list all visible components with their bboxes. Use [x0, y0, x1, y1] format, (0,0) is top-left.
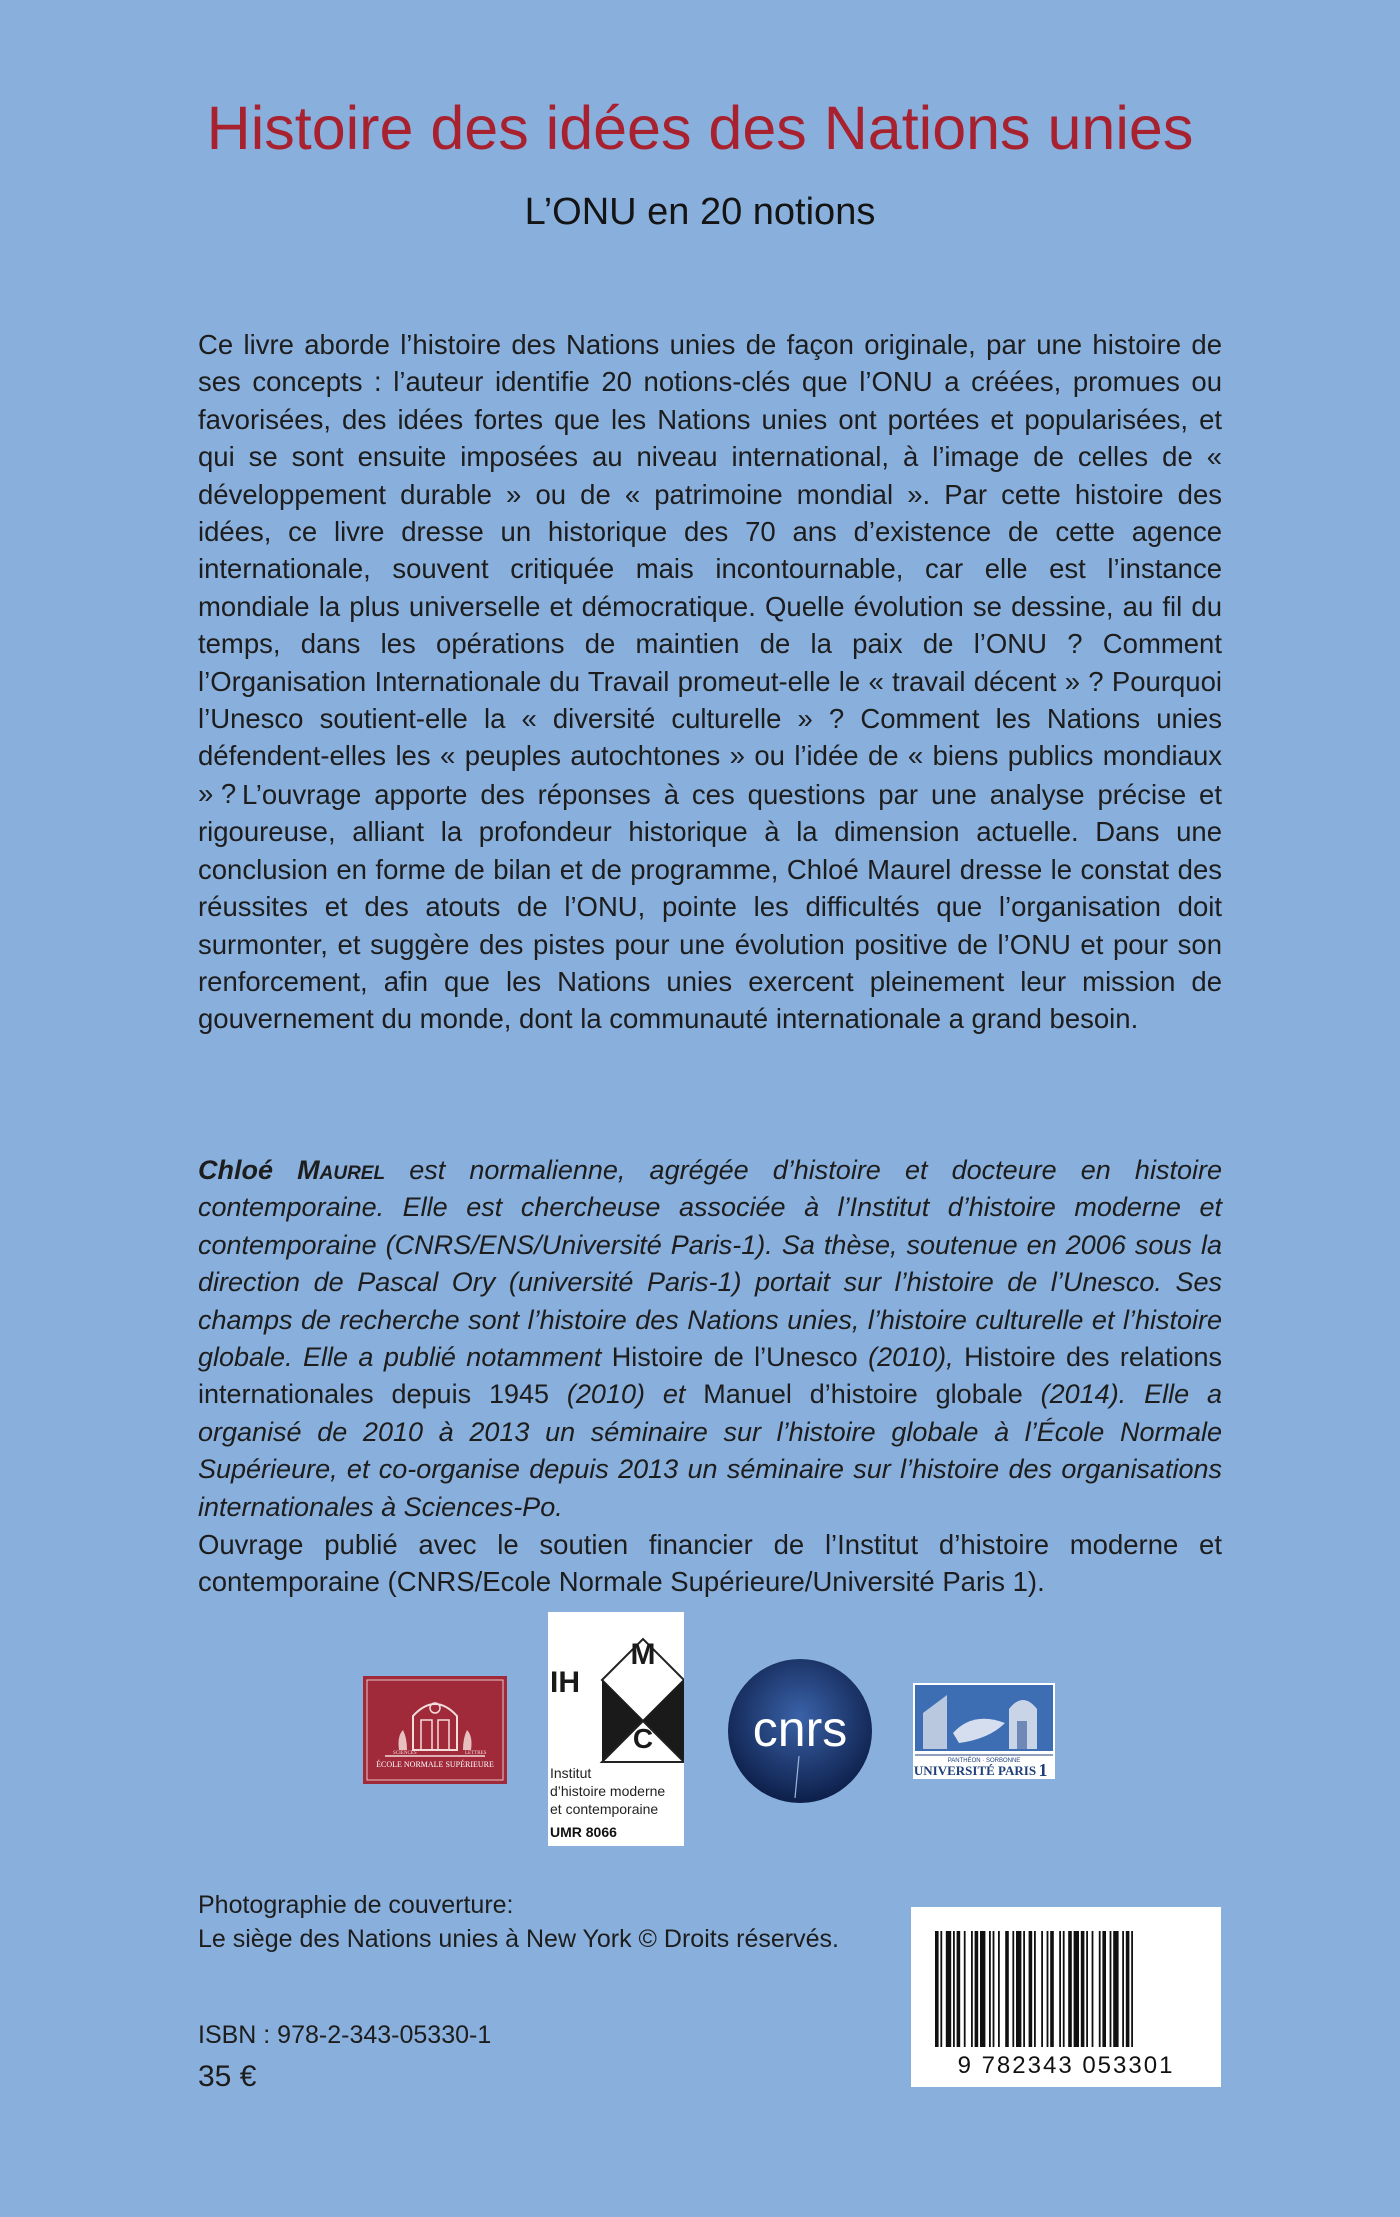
author-first-name: Chloé	[198, 1155, 274, 1185]
bio-book-3: Manuel d’histoire globale	[703, 1379, 1023, 1410]
barcode-bar	[998, 1931, 1000, 2047]
barcode-bar	[1016, 1931, 1021, 2047]
barcode-bar	[1074, 1931, 1079, 2047]
barcode-bar	[946, 1931, 951, 2047]
barcode-bar	[1102, 1931, 1106, 2047]
author-bio	[198, 1152, 1222, 1526]
barcode-bar	[980, 1931, 985, 2047]
bio-text-1: est normalienne, agrégée d’histoire et docteure en histoire contemporaine. Elle est chercheuse associée à l’Institut d’histoire moderne et contemporaine (CNRS/ENS/Université Paris-1). Sa thèse, soutenue en 2006 sous la direction de Pascal Ory (université Paris-1) portait sur l’histoire de l’Unesco. Ses champs de recherche sont l’histoire des Nations unies, l’histoire culturelle et l’histoire globale. Elle a publié notamment	[198, 1155, 1222, 1373]
barcode-bar	[1029, 1931, 1033, 2047]
barcode-bar	[993, 1931, 995, 2047]
ihmc-line-2: d’histoire moderne	[550, 1783, 666, 1799]
barcode-bar	[1126, 1931, 1130, 2047]
paris1-number: 1	[1038, 1760, 1048, 1779]
paris1-name: UNIVERSITÉ PARIS	[913, 1763, 1037, 1778]
barcode-bar	[1041, 1931, 1043, 2047]
ihmc-letters-ih: IH	[550, 1666, 580, 1699]
cnrs-logo	[727, 1658, 873, 1804]
book-title: Histoire des idées des Nations unies	[206, 94, 1194, 162]
barcode-bar	[953, 1931, 955, 2047]
ens-emblem	[363, 1676, 507, 1784]
barcode-bar	[1113, 1931, 1118, 2047]
price: 35 €	[198, 2060, 257, 2093]
photo-credit-label: Photographie de couverture:	[198, 1891, 514, 1919]
ens-label-left: SCIENCES	[393, 1751, 417, 1756]
barcode-bar	[1034, 1931, 1036, 2047]
barcode-bar	[971, 1931, 973, 2047]
barcode-bar	[957, 1931, 961, 2047]
summary-paragraph-2: L’ouvrage apporte des réponses à ces questions par une analyse précise et rigoureuse, alliant la profondeur historique à la dimension actuelle. Dans une conclusion en forme de bilan et de programme, Chloé Maurel dresse le constat des réussites et des atouts de l’ONU, pointe les difficultés que l’organisation doit surmonter, et suggère des pistes pour une évolution positive de l’ONU et pour son renforcement, afin que les Nations unies exercent pleinement leur mission de gouvernement du monde, dont la communauté internationale a grand besoin.	[198, 779, 1222, 1035]
bio-book-2: Histoire des relations internationales depuis 1945	[198, 1342, 1222, 1410]
barcode-image	[911, 1907, 1221, 2087]
bio-text-4: (2014). Elle a organisé de 2010 à 2013 un séminaire sur l’histoire globale à l’École Normale Supérieure, et co-organise depuis 2013 un séminaire sur l’histoire des organisations internationales à Sciences-Po.	[198, 1379, 1223, 1522]
ens-name: ÉCOLE NORMALE SUPÉRIEURE	[376, 1760, 494, 1769]
barcode-bar	[1068, 1931, 1072, 2047]
ihmc-line-1: Institut	[550, 1765, 592, 1781]
paris1-top-label: PANTHÉON · SORBONNE	[947, 1758, 1021, 1764]
bio-text-3: (2010) et	[549, 1379, 704, 1410]
barcode-bar	[1047, 1931, 1049, 2047]
barcode-bar	[1092, 1931, 1094, 2047]
barcode-bar	[1086, 1931, 1088, 2047]
ihmc-logo	[548, 1612, 684, 1846]
paris1-emblem	[913, 1683, 1055, 1779]
cnrs-emblem	[727, 1658, 873, 1804]
barcode-bar	[1063, 1931, 1065, 2047]
barcode-bar	[1122, 1931, 1124, 2047]
barcode-bar	[1099, 1931, 1101, 2047]
barcode-bar	[1012, 1931, 1014, 2047]
barcode-bar	[1110, 1931, 1112, 2047]
barcode-bar	[975, 1931, 979, 2047]
photo-credit	[198, 1888, 898, 1956]
barcode-digits: 9 782343 053301	[957, 2052, 1175, 2079]
barcode-bar	[1059, 1931, 1061, 2047]
barcode-bar	[935, 1931, 939, 2047]
ens-logo	[363, 1676, 507, 1784]
barcode-bar	[1131, 1931, 1133, 2047]
isbn: ISBN : 978-2-343-05330-1	[198, 2021, 492, 2049]
barcode-bar	[940, 1931, 942, 2047]
bio-book-1: Histoire de l’Unesco	[611, 1342, 858, 1373]
ihmc-letter-m: M	[630, 1638, 656, 1671]
barcode-bar	[964, 1931, 966, 2047]
cnrs-text: cnrs	[752, 1701, 848, 1757]
barcode-bar	[1081, 1931, 1085, 2047]
book-subtitle: L’ONU en 20 notions	[524, 191, 876, 233]
ihmc-line-3: et contemporaine	[550, 1801, 659, 1817]
barcode	[911, 1907, 1221, 2087]
ihmc-umr: UMR 8066	[550, 1824, 617, 1840]
bio-text-2: (2010),	[857, 1342, 965, 1373]
barcode-bar	[1005, 1931, 1009, 2047]
paris1-logo	[913, 1683, 1055, 1779]
barcode-bar	[989, 1931, 991, 2047]
barcode-bar	[1050, 1931, 1054, 2047]
summary-paragraph-1: Ce livre aborde l’histoire des Nations unies de façon originale, par une histoire de ses concepts : l’auteur identifie 20 notions-clés que l’ONU a créées, promues ou favorisées, des idées fortes que les Nations unies ont portées et popularisées, et qui se sont ensuite imposées au niveau international, à l’image de celles de « développement durable » ou de « patrimoine mondial ». Par cette histoire des idées, ce livre dresse un historique des 70 ans d’existence de cette agence internationale, souvent critiquée mais incontournable, car elle est l’instance mondiale la plus universelle et démocratique. Quelle évolution se dessine, au fil du temps, dans les opérations de maintien de la paix de l’ONU ? Comment l’Organisation Internationale du Travail promeut-elle le « travail décent » ? Pourquoi l’Unesco soutient-elle la « diversité culturelle » ? Comment les Nations unies défendent-elles les « peuples autochtones » ou l’idée de « biens publics mondiaux » ?	[198, 329, 1222, 809]
ihmc-letter-c: C	[632, 1723, 654, 1754]
photo-credit-text: Le siège des Nations unies à New York © Droits réservés.	[198, 1925, 839, 1953]
ihmc-emblem	[548, 1612, 684, 1846]
barcode-bar	[1023, 1931, 1025, 2047]
author-last-name: Maurel	[297, 1155, 386, 1185]
ens-label-right: LETTRES	[465, 1751, 487, 1756]
author-name	[198, 1155, 385, 1185]
support-notice: Ouvrage publié avec le soutien financier de l’Institut d’histoire moderne et contemporaine (CNRS/Ecole Normale Supérieure/Université Paris 1).	[198, 1529, 1222, 1598]
